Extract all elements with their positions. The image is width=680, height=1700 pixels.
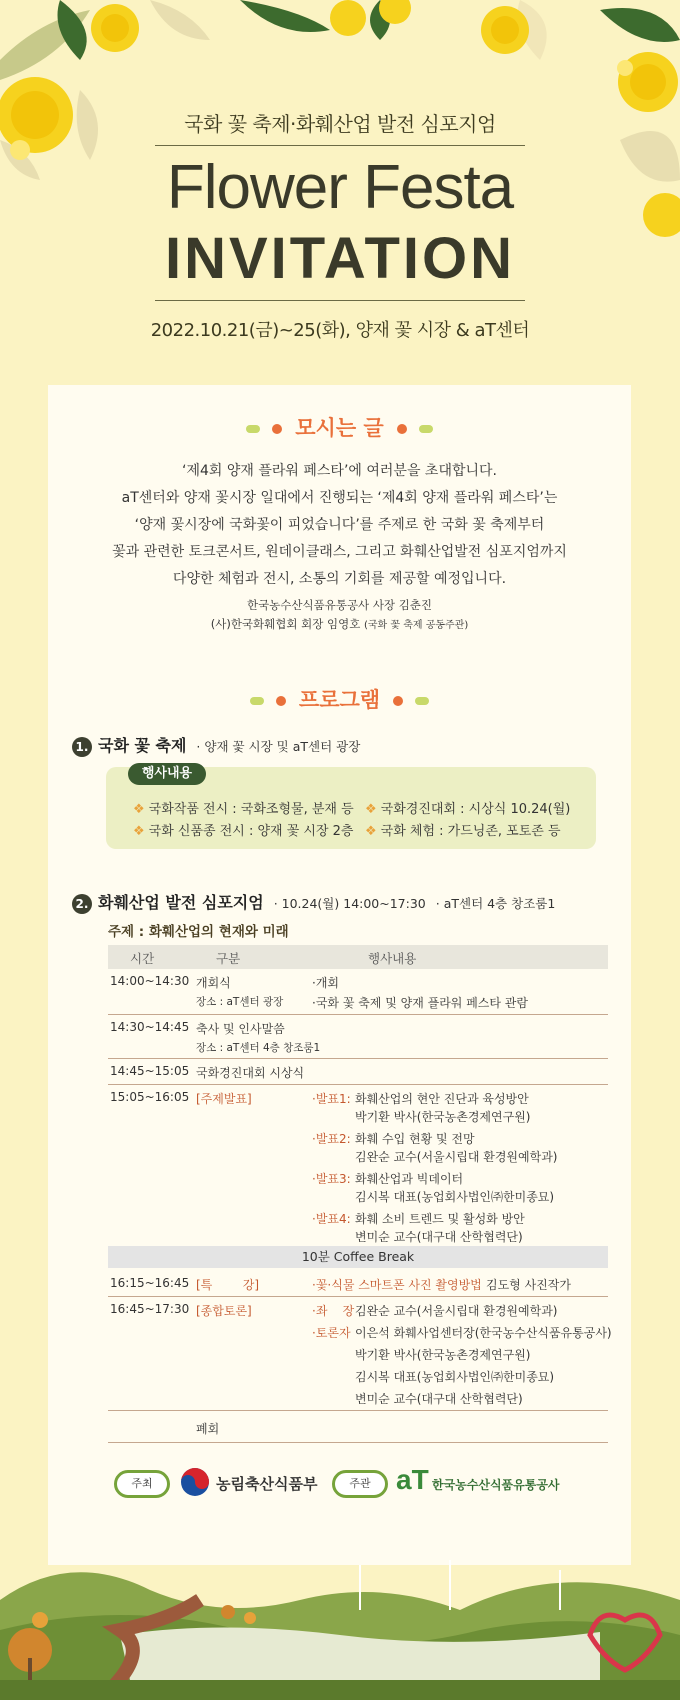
invite-line: aT센터와 양재 꽃시장 일대에서 진행되는 ‘제4회 양재 플라워 페스타’는 bbox=[121, 490, 558, 506]
title-flower-festa: Flower Festa bbox=[166, 153, 514, 222]
invite-line: ‘양재 꽃시장에 국화꽃이 피었습니다’를 주제로 한 국화 꽃 축제부터 bbox=[134, 517, 545, 533]
hills-landscape-illustration bbox=[0, 1540, 680, 1700]
row-content: ·개회 bbox=[312, 976, 339, 990]
row-category: 축사 및 인사말씀 bbox=[196, 1022, 285, 1036]
talk-title: 화훼산업의 현안 진단과 육성방안 bbox=[355, 1092, 529, 1106]
invite-line: 꽃과 관련한 토크콘서트, 원데이클래스, 그리고 화훼산업발전 심포지엄까지 bbox=[112, 544, 567, 560]
closing: 폐회 bbox=[196, 1422, 220, 1436]
event-item: ❖ 국화작품 전시 : 국화조형물, 분재 등 bbox=[133, 802, 354, 817]
program-heading bbox=[48, 684, 631, 714]
part2-name: 화훼산업 발전 심포지엄 bbox=[98, 893, 264, 912]
row-category: [주제발표] bbox=[196, 1092, 252, 1106]
part2-heading bbox=[72, 890, 555, 914]
invite-line: 다양한 체험과 전시, 소통의 기회를 제공할 예정입니다. bbox=[172, 571, 507, 587]
row-divider bbox=[108, 1058, 608, 1059]
row-category: [종합토론] bbox=[196, 1304, 252, 1318]
talk-speaker: 변미순 교수(대구대 산학협력단) bbox=[355, 1230, 523, 1244]
talk-label: ·발표2: bbox=[312, 1132, 351, 1146]
invite-heading bbox=[48, 412, 631, 442]
panelist: 박기환 박사(한국농촌경제연구원) bbox=[355, 1348, 531, 1362]
event-subtitle: 국화 꽃 축제·화훼산업 발전 심포지엄 bbox=[184, 112, 496, 136]
divider bbox=[155, 145, 525, 146]
talk-label: ·발표1: bbox=[312, 1092, 351, 1106]
row-divider bbox=[108, 1442, 608, 1443]
title-invitation: INVITATION bbox=[164, 226, 516, 291]
talk-label: ·발표4: bbox=[312, 1212, 351, 1226]
col-category: 구분 bbox=[216, 951, 241, 966]
part1-heading bbox=[72, 733, 360, 757]
panelist: 변미순 교수(대구대 산학협력단) bbox=[355, 1392, 523, 1406]
event-content-tag: 행사내용 bbox=[128, 763, 206, 785]
coffee-break: 10분 Coffee Break bbox=[108, 1246, 608, 1268]
row-divider bbox=[108, 1084, 608, 1085]
row-divider bbox=[108, 1410, 608, 1411]
at-logo: aT bbox=[396, 1464, 429, 1495]
talk-speaker: 김완순 교수(서울시립대 환경원예학과) bbox=[355, 1150, 558, 1164]
part-number: 2. bbox=[72, 894, 92, 914]
divider bbox=[155, 300, 525, 301]
signer-1: 한국농수산식품유통공사 사장 김춘진 bbox=[246, 598, 433, 612]
signer-2: (사)한국화훼협회 회장 임영호 bbox=[210, 617, 361, 631]
event-dates: 2022.10.21(금)~25(화), 양재 꽃 시장 & aT센터 bbox=[150, 320, 530, 341]
row-time: 14:00~14:30 bbox=[110, 974, 190, 988]
row-time: 14:45~15:05 bbox=[110, 1064, 190, 1078]
bullet-icon bbox=[272, 424, 282, 434]
lecture-title: ·꽃·식물 스마트폰 사진 촬영방법 bbox=[312, 1278, 482, 1292]
part-number: 1. bbox=[72, 737, 92, 757]
row-category: 개회식 bbox=[196, 976, 231, 990]
row-time: 16:15~16:45 bbox=[110, 1276, 190, 1290]
taegeuk-icon bbox=[180, 1467, 210, 1497]
row-time: 16:45~17:30 bbox=[110, 1302, 190, 1316]
col-content: 행사내용 bbox=[368, 951, 417, 966]
talk-title: 화훼산업과 빅데이터 bbox=[355, 1172, 464, 1186]
chair-label: ·좌 장 bbox=[312, 1304, 355, 1318]
signers bbox=[48, 596, 631, 635]
row-content: ·국화 꽃 축제 및 양재 플라워 페스타 관람 bbox=[312, 996, 528, 1010]
chair-name: 김완순 교수(서울시립대 환경원예학과) bbox=[355, 1304, 558, 1318]
host-name: 농림축산식품부 bbox=[216, 1475, 318, 1493]
organizer-name: 한국농수산식품유통공사 bbox=[432, 1478, 560, 1492]
talk-title: 화훼 수입 현황 및 전망 bbox=[355, 1132, 475, 1146]
bullet-icon bbox=[250, 697, 264, 705]
organizer-label: 주관 bbox=[332, 1470, 388, 1498]
panelist: 이은석 화훼사업센터장(한국농수산식품유통공사) bbox=[355, 1326, 612, 1340]
bullet-icon bbox=[276, 696, 286, 706]
col-time: 시간 bbox=[130, 951, 155, 966]
row-place: 장소 : aT센터 4층 창조룸1 bbox=[196, 1042, 321, 1054]
panel-label: ·토론자 bbox=[312, 1326, 351, 1340]
part2-place: · aT센터 4층 창조룸1 bbox=[435, 896, 556, 911]
bullet-icon bbox=[393, 696, 403, 706]
part1-place: · 양재 꽃 시장 및 aT센터 광장 bbox=[196, 739, 361, 754]
diamond-icon: ❖ bbox=[133, 824, 145, 839]
invite-body bbox=[48, 458, 631, 593]
talk-speaker: 김시복 대표(농업회사법인㈜한미종묘) bbox=[355, 1190, 555, 1204]
diamond-icon: ❖ bbox=[365, 802, 377, 817]
talk-speaker: 박기환 박사(한국농촌경제연구원) bbox=[355, 1110, 531, 1124]
event-item: ❖ 국화경진대회 : 시상식 10.24(월) bbox=[365, 802, 571, 817]
table-header bbox=[108, 945, 608, 969]
panelist: 김시복 대표(농업회사법인㈜한미종묘) bbox=[355, 1370, 555, 1384]
symposium-theme: 주제 : 화훼산업의 현재와 미래 bbox=[108, 924, 289, 940]
part1-name: 국화 꽃 축제 bbox=[98, 736, 187, 755]
row-category: [특 강] bbox=[196, 1278, 260, 1292]
row-category: 국화경진대회 시상식 bbox=[196, 1066, 305, 1080]
row-divider bbox=[108, 1014, 608, 1015]
diamond-icon: ❖ bbox=[133, 802, 145, 817]
diamond-icon: ❖ bbox=[365, 824, 377, 839]
bullet-icon bbox=[415, 697, 429, 705]
row-time: 15:05~16:05 bbox=[110, 1090, 190, 1104]
row-place: 장소 : aT센터 광장 bbox=[196, 996, 284, 1008]
talk-label: ·발표3: bbox=[312, 1172, 351, 1186]
event-item: ❖ 국화 신품종 전시 : 양재 꽃 시장 2층 bbox=[133, 824, 354, 839]
lecture-speaker: 김도형 사진작가 bbox=[486, 1278, 571, 1292]
signer-2-note: (국화 꽃 축제 공동주관) bbox=[363, 620, 469, 631]
invite-title: 모시는 글 bbox=[295, 416, 384, 440]
host-label: 주최 bbox=[114, 1470, 170, 1498]
invite-line: ‘제4회 양재 플라워 페스타’에 여러분을 초대합니다. bbox=[182, 463, 497, 479]
row-divider bbox=[108, 1296, 608, 1297]
row-time: 14:30~14:45 bbox=[110, 1020, 190, 1034]
talk-title: 화훼 소비 트렌드 및 활성화 방안 bbox=[355, 1212, 525, 1226]
program-title: 프로그램 bbox=[298, 688, 381, 712]
part2-time: · 10.24(월) 14:00~17:30 bbox=[273, 896, 426, 911]
bullet-icon bbox=[419, 425, 433, 433]
event-item: ❖ 국화 체험 : 가드닝존, 포토존 등 bbox=[365, 824, 561, 839]
bullet-icon bbox=[246, 425, 260, 433]
bullet-icon bbox=[397, 424, 407, 434]
